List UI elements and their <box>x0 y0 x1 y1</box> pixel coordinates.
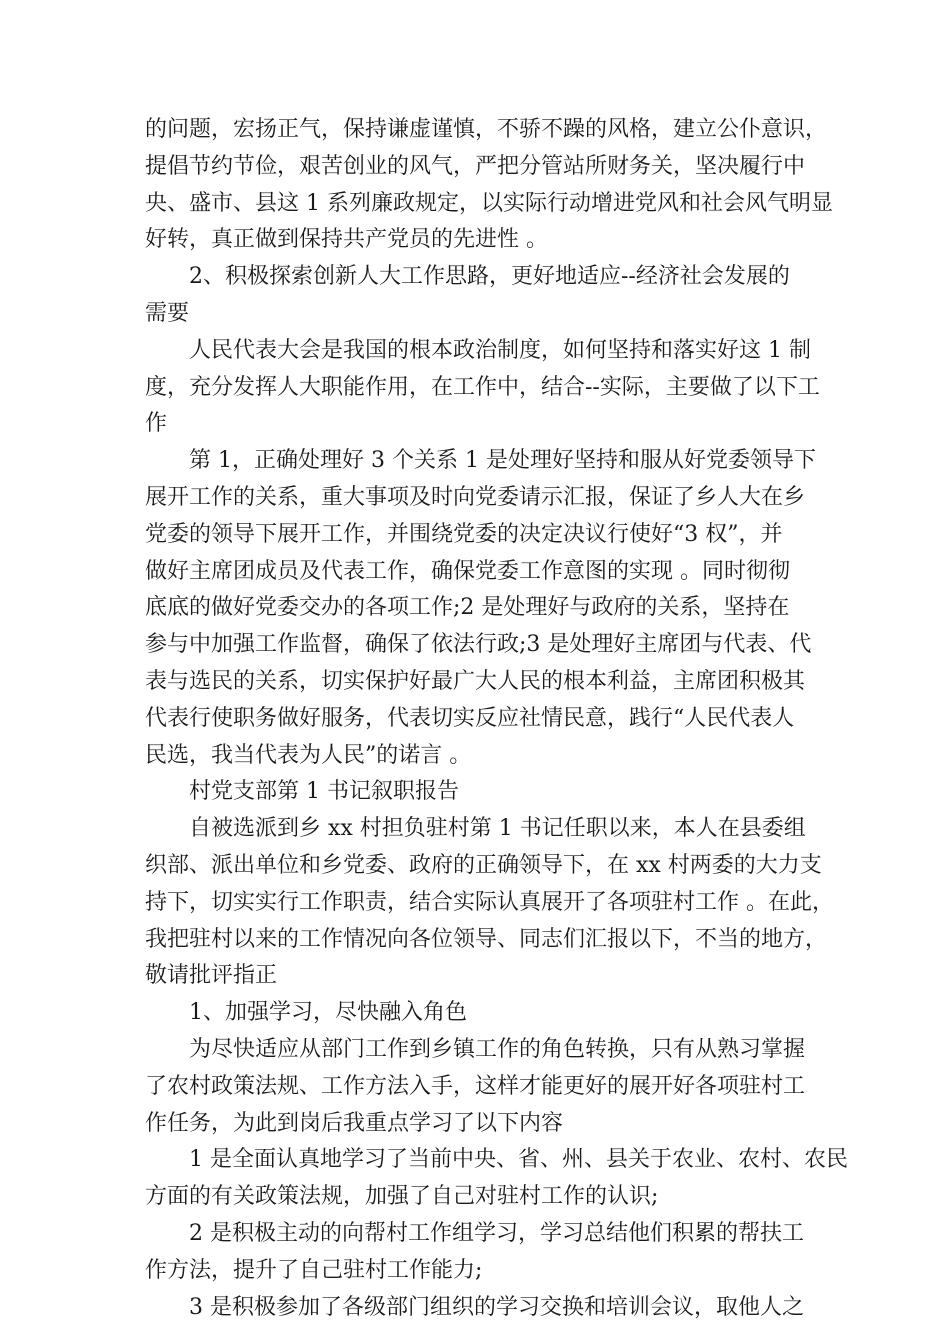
text-line: 织部、派出单位和乡党委、政府的正确领导下，在 xx 村两委的大力支 <box>145 852 822 878</box>
text-line: 了农村政策法规、工作方法入手，这样才能更好的展开好各项驻村工 <box>145 1073 806 1099</box>
text-line: 人民代表大会是我国的根本政治制度，如何坚持和落实好这 1 制 <box>189 337 811 363</box>
text-line: 作任务，为此到岗后我重点学习了以下内容 <box>145 1110 564 1136</box>
text-line: 2 是积极主动的向帮村工作组学习，学习总结他们积累的帮扶工 <box>189 1220 804 1246</box>
text-line: 1、加强学习，尽快融入角色 <box>189 1000 467 1026</box>
text-line: 央、盛市、县这 1 系列廉政规定，以实际行动增进党风和社会风气明显 <box>145 190 833 216</box>
text-line: 代表行使职务做好服务，代表切实反应社情民意，践行“人民代表人 <box>145 705 795 731</box>
text-line: 2、积极探索创新人大工作思路，更好地适应--经济社会发展的 <box>189 264 790 290</box>
text-line: 民选，我当代表为人民”的诺言 。 <box>145 742 472 768</box>
text-line: 提倡节约节俭，艰苦创业的风气，严把分管站所财务关，坚决履行中 <box>145 153 806 179</box>
text-line: 为尽快适应从部门工作到乡镇工作的角色转换，只有从熟习掌握 <box>189 1036 806 1062</box>
text-line: 展开工作的关系，重大事项及时向党委请示汇报，保证了乡人大在乡 <box>145 484 806 510</box>
text-line: 3 是积极参加了各级部门组织的学习交换和培训会议，取他人之 <box>189 1294 804 1320</box>
text-line: 敬请批评指正 <box>145 963 278 989</box>
text-line: 作 <box>145 411 168 437</box>
text-line: 村党支部第 1 书记叙职报告 <box>189 779 459 805</box>
document-body <box>145 112 848 1326</box>
text-line: 好转，真正做到保持共产党员的先进性 。 <box>145 227 548 253</box>
text-line: 参与中加强工作监督，确保了依法行政;3 是处理好主席团与代表、代 <box>145 632 812 658</box>
text-line: 自被选派到乡 xx 村担负驻村第 1 书记任职以来，本人在县委组 <box>189 816 806 842</box>
text-line: 方面的有关政策法规，加强了自己对驻村工作的认识; <box>145 1184 659 1210</box>
text-line: 第 1，正确处理好 3 个关系 1 是处理好坚持和服从好党委领导下 <box>189 448 816 474</box>
text-line: 度，充分发挥人大职能作用，在工作中，结合--实际，主要做了以下工 <box>145 374 820 400</box>
text-line: 党委的领导下展开工作，并围绕党委的决定决议行使好“3 权”，并 <box>145 521 783 547</box>
text-line: 底底的做好党委交办的各项工作;2 是处理好与政府的关系，坚持在 <box>145 595 790 621</box>
text-line: 作方法，提升了自己驻村工作能力; <box>145 1257 483 1283</box>
text-line: 持下，切实实行工作职责，结合实际认真展开了各项驻村工作 。在此， <box>145 889 834 915</box>
text-line: 做好主席团成员及代表工作，确保党委工作意图的实现 。同时彻彻 <box>145 558 790 584</box>
text-line: 我把驻村以来的工作情况向各位领导、同志们汇报以下，不当的地方， <box>145 926 828 952</box>
text-line: 表与选民的关系，切实保护好最广大人民的根本利益，主席团积极其 <box>145 668 806 694</box>
text-line: 1 是全面认真地学习了当前中央、省、州、县关于农业、农村、农民 <box>189 1147 848 1173</box>
text-line: 需要 <box>145 300 190 326</box>
text-line: 的问题，宏扬正气，保持谦虚谨慎，不骄不躁的风格，建立公仆意识， <box>145 117 828 142</box>
